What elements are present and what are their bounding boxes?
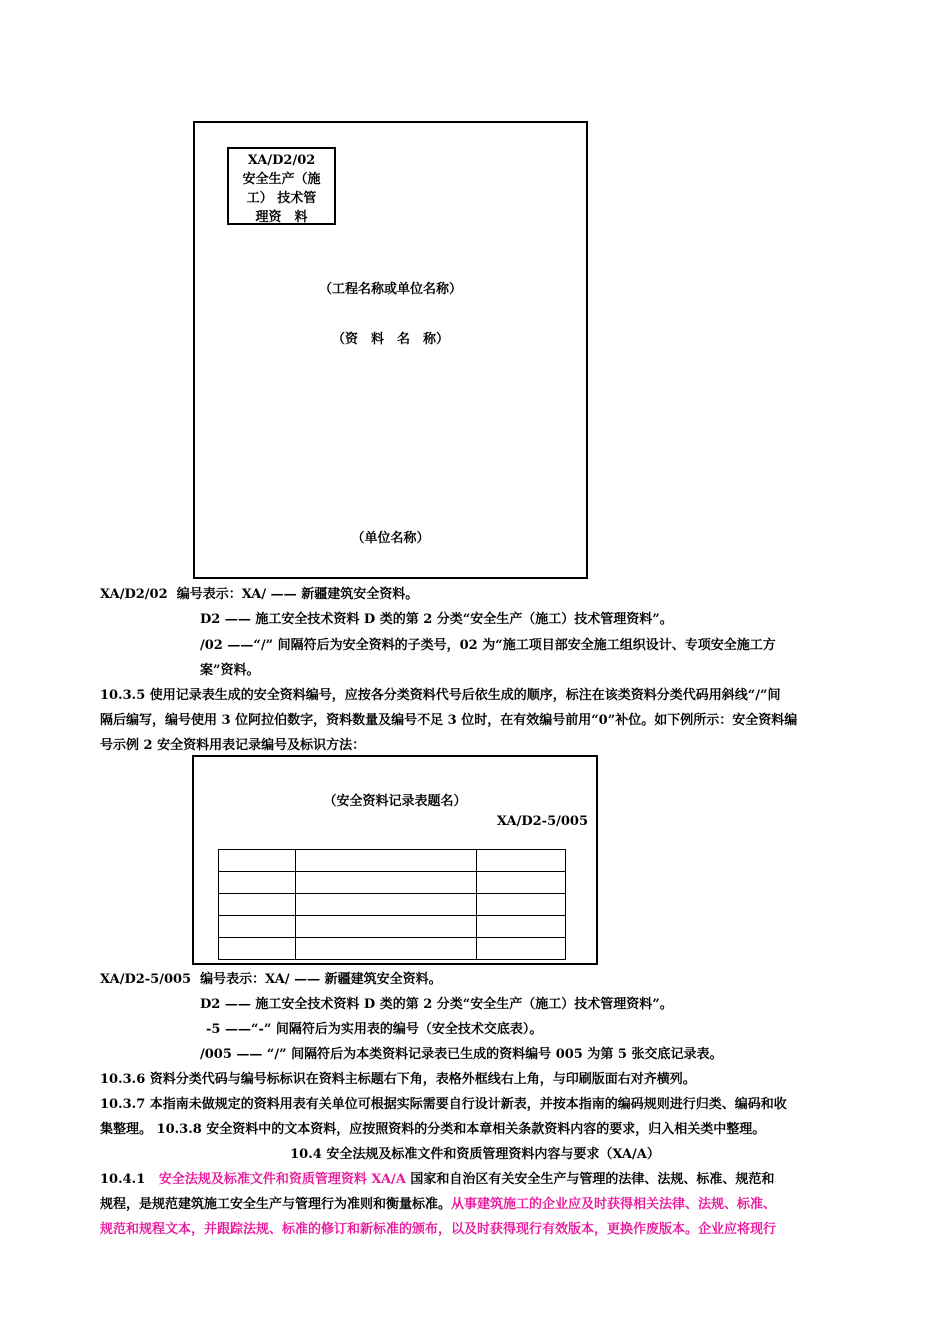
para-1035-line1: 10.3.5 使用记录表生成的安全资料编号，应按各分类资料代号后依生成的顺序，标注在该类资料分类代码用斜线“/”间 [100, 688, 781, 703]
record-title: （安全资料记录表题名） [323, 794, 467, 809]
table-row [219, 916, 566, 938]
table-row [219, 850, 566, 872]
para-1035-line3: 号示例 2 安全资料用表记录编号及标识方法： [100, 738, 366, 753]
para-1041-line3: 规范和规程文本，并跟踪法规、标准的修订和新标准的颁布，以及时获得现行有效版本，更换作废版本。企业应将现行 [100, 1222, 777, 1237]
para-1037-line1: 10.3.7 本指南未做规定的资料用表有关单位可根据实际需要自行设计新表，并按本指南的编码规则进行归类、编码和收 [100, 1097, 787, 1112]
record-sample-box [192, 755, 598, 965]
project-name: （工程名称或单位名称） [318, 282, 462, 297]
code-id: XA/D2/02 [100, 587, 168, 602]
label-line: 理资 料 [255, 210, 308, 225]
record-grid [218, 849, 566, 960]
para-1041-line2: 规程，是规范建筑施工安全生产与管理行为准则和衡量标准。从事建筑施工的企业应及时获得相关法律、法规、标准、 [100, 1197, 777, 1212]
code-explain-1-line3: /02 ——“/” 间隔符后为安全资料的子类号，02 为“施工项目部安全施工组织设计、专项安全施工方 [200, 638, 776, 653]
code-explain-1-line4: 案”资料。 [200, 663, 260, 678]
para-1036: 10.3.6 资料分类代码与编号标标识在资料主标题右下角，表格外框线右上角，与印刷版面右对齐横列。 [100, 1072, 696, 1087]
label-line: XA/D2/02 [247, 153, 316, 168]
para-1037-line2: 集整理。 10.3.8 安全资料中的文本资料，应按照资料的分类和本章相关条款资料内容的要求，归入相关类中整理。 [100, 1122, 766, 1137]
code-explain-2-line2: D2 —— 施工安全技术资料 D 类的第 2 分类“安全生产（施工）技术管理资料”。 [200, 997, 673, 1012]
code-explain-1-line2: D2 —— 施工安全技术资料 D 类的第 2 分类“安全生产（施工）技术管理资料”。 [200, 612, 673, 627]
para-1041-line1: 10.4.1 安全法规及标准文件和资质管理资料 XA/A 国家和自治区有关安全生产与管理的法律、法规、标准、规范和 [100, 1172, 775, 1187]
material-name: （资 料 名 称） [331, 332, 449, 347]
table-row [219, 872, 566, 894]
unit-name: （单位名称） [351, 531, 430, 546]
label-line: 安全生产（施 [242, 172, 321, 187]
cover-sample-box [193, 121, 588, 579]
code-explain-1-line1: XA/D2/02 编号表示：XA/ —— 新疆建筑安全资料。 [100, 587, 419, 602]
code-explain-2-line4: /005 —— “/” 间隔符后为本类资料记录表已生成的资料编号 005 为第 5 张交底记录表。 [200, 1047, 723, 1062]
highlight-title: 安全法规及标准文件和资质管理资料 XA/A [158, 1172, 406, 1187]
label-line: 工） 技术管 [246, 191, 317, 206]
code-explain-2-line1: XA/D2-5/005 编号表示：XA/ —— 新疆建筑安全资料。 [100, 972, 442, 987]
section-heading-104: 10.4 安全法规及标准文件和资质管理资料内容与要求（XA/A） [290, 1147, 660, 1162]
table-row [219, 894, 566, 916]
table-row [219, 938, 566, 960]
highlight-text: 从事建筑施工的企业应及时获得相关法律、法规、标准、 [451, 1197, 777, 1212]
cover-label-box [227, 147, 336, 225]
code-explain-2-line3: -5 ——“-” 间隔符后为实用表的编号（安全技术交底表）。 [206, 1022, 543, 1037]
para-1035-line2: 隔后编写，编号使用 3 位阿拉伯数字，资料数量及编号不足 3 位时，在有效编号前用“0”补位。如下例所示：安全资料编 [100, 713, 798, 728]
code-id: XA/D2-5/005 [100, 972, 192, 987]
record-code: XA/D2-5/005 [496, 814, 588, 829]
